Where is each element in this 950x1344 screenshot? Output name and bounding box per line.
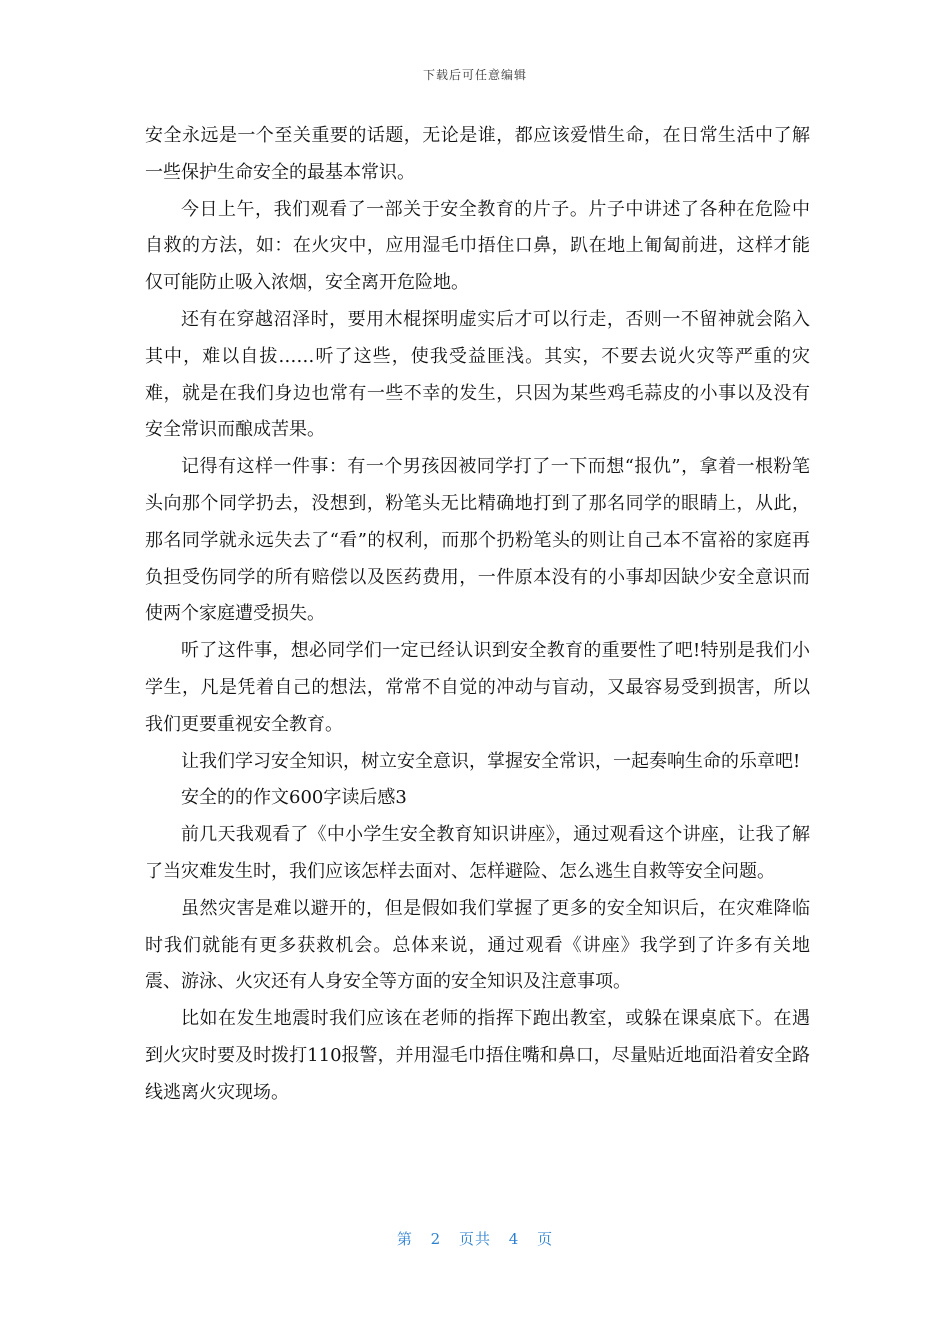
paragraph: 虽然灾害是难以避开的，但是假如我们掌握了更多的安全知识后，在灾难降临时我们就能有更多获救机会。总体来说，通过观看《讲座》我学到了许多有关地震、游泳、火灾还有人身安全等方面的安全知识及注意事项。 xyxy=(145,897,810,993)
paragraph: 还有在穿越沼泽时，要用木棍探明虚实后才可以行走，否则一不留神就会陷入其中，难以自拔……听了这些，使我受益匪浅。其实，不要去说火灾等严重的灾难，就是在我们身边也常有一些不幸的发生，只因为某些鸡毛蒜皮的小事以及没有安全常识而酿成苦果。 xyxy=(145,308,810,441)
paragraph: 听了这件事，想必同学们一定已经认识到安全教育的重要性了吧!特别是我们小学生，凡是凭着自己的想法，常常不自觉的冲动与盲动，又最容易受到损害，所以我们更要重视安全教育。 xyxy=(145,640,810,735)
page-number-footer: 第 2 页共 4 页 xyxy=(396,1230,554,1248)
paragraph: 今日上午，我们观看了一部关于安全教育的片子。片子中讲述了各种在危险中自救的方法，如：在火灾中，应用湿毛巾捂住口鼻，趴在地上匍匐前进，这样才能仅可能防止吸入浓烟，安全离开危险地。 xyxy=(145,198,810,294)
paragraph: 前几天我观看了《中小学生安全教育知识讲座》，通过观看这个讲座，让我了解了当灾难发生时，我们应该怎样去面对、怎样避险、怎么逃生自救等安全问题。 xyxy=(145,824,810,882)
paragraph: 记得有这样一件事：有一个男孩因被同学打了一下而想“报仇”，拿着一根粉笔头向那个同学扔去，没想到，粉笔头无比精确地打到了那名同学的眼睛上，从此，那名同学就永远失去了“看”的权利，而那个扔粉笔头的则让自己本不富裕的家庭再负担受伤同学的所有赔偿以及医药费用，一件原本没有的小事却因缺少安全意识而使两个家庭遭受损失。 xyxy=(145,456,810,625)
paragraph: 比如在发生地震时我们应该在老师的指挥下跑出教室，或躲在课桌底下。在遇到火灾时要及时拨打110报警，并用湿毛巾捂住嘴和鼻口，尽量贴近地面沿着安全路线逃离火灾现场。 xyxy=(145,1008,810,1103)
paragraph: 让我们学习安全知识，树立安全意识，掌握安全常识，一起奏响生命的乐章吧! xyxy=(181,750,801,772)
paragraph-intro: 安全永远是一个至关重要的话题，无论是谁，都应该爱惜生命，在日常生活中了解一些保护生命安全的最基本常识。 xyxy=(145,125,810,183)
section-title: 安全的的作文600字读后感3 xyxy=(181,787,407,809)
document-body xyxy=(145,118,810,1112)
page-header: 下载后可任意编辑 xyxy=(422,68,527,82)
